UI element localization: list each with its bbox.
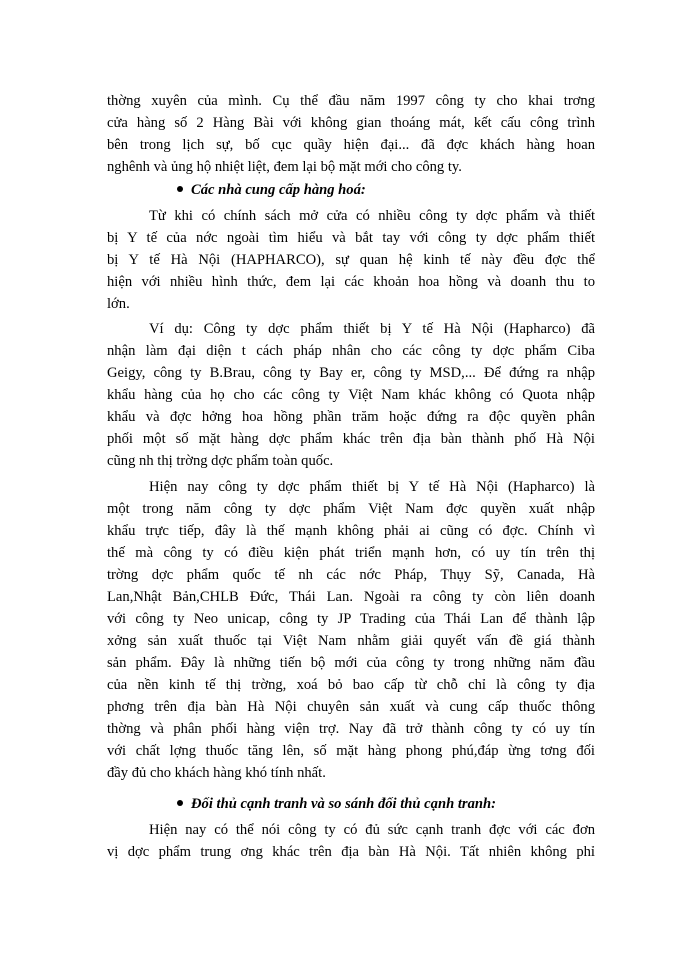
text-line: một trong năm công ty dợc phẩm Việt Nam đợc quyền xuất nhập: [107, 501, 595, 517]
text-line: đầy đủ cho khách hàng khó tính nhất.: [107, 765, 326, 781]
text-line: khẩu trực tiếp, đây là thế mạnh không phải ai cũng có đợc. Chính vì: [107, 523, 595, 539]
text-line: hiện với nhiều hình thức, đem lại các khoản hoa hồng và doanh thu to: [107, 274, 595, 290]
text-line: của nền kinh tế thị trờng, xoá bỏ bao cấp từ chỗ chỉ là công ty địa: [107, 677, 595, 693]
text-line: xởng sản xuất thuốc tại Việt Nam nhằm giải quyết vấn đề giá thành: [107, 633, 595, 649]
text-line: vị dợc phẩm trung ơng khác trên địa bàn Hà Nội. Tất nhiên không phỉ: [107, 844, 595, 860]
text-line: cửa hàng số 2 Hàng Bài với không gian thoáng mát, kết cấu công trình: [107, 115, 595, 131]
text-line: sản phẩm. Đây là những tiến bộ mới của công ty trong những năm đầu: [107, 655, 595, 671]
text-line: thờng xuyên của mình. Cụ thể đầu năm 1997 công ty cho khai trơng: [107, 93, 595, 109]
text-line: phơng trên địa bàn Hà Nội chuyên sản xuất và cung cấp thuốc thông: [107, 699, 595, 715]
text-line: với công ty Neo unicap, công ty JP Trading của Thái Lan để thành lập: [107, 611, 595, 627]
section-heading-text: Các nhà cung cấp hàng hoá:: [191, 182, 366, 198]
section-heading-competitors: [177, 793, 597, 815]
text-line: khẩu hàng của họ cho các công ty Việt Nam khác không có Quota nhập: [107, 387, 595, 403]
text-line: Hiện nay có thể nói công ty có đủ sức cạnh tranh đợc với các đơn: [149, 822, 595, 838]
text-line: cũng nh thị trờng dợc phẩm toàn quốc.: [107, 453, 334, 469]
text-line: bên trong lịch sự, bố cục quầy hiện đại... đã đợc khách hàng hoan: [107, 137, 595, 153]
text-line: nhận làm đại diện t cách pháp nhân cho các công ty dợc phẩm Ciba: [107, 343, 595, 359]
bullet-icon: [177, 800, 183, 806]
text-line: nghênh và ủng hộ nhiệt liệt, đem lại bộ mặt mới cho công ty.: [107, 159, 462, 175]
text-line: Ví dụ: Công ty dợc phẩm thiết bị Y tế Hà Nội (Hapharco) đã: [149, 321, 595, 337]
text-line: bị Y tế Hà Nội (HAPHARCO), sự quan hệ kinh tế này đều đợc thể: [107, 252, 595, 268]
text-line: Lan,Nhật Bản,CHLB Đức, Thái Lan. Ngoài ra công ty còn liên doanh: [107, 589, 595, 605]
text-line: với chất lợng thuốc tăng lên, số mặt hàng phong phú,đáp ừng tơng đối: [107, 743, 595, 759]
section-heading-suppliers: [177, 179, 577, 201]
text-line: khẩu và đợc hởng hoa hồng phần trăm hoặc đứng ra độc quyền phân: [107, 409, 595, 425]
text-line: Hiện nay công ty dợc phẩm thiết bị Y tế Hà Nội (Hapharco) là: [149, 479, 595, 495]
text-line: Geigy, công ty B.Brau, công ty Bay er, công ty MSD,... Để đứng ra nhập: [107, 365, 595, 381]
text-line: thế mà công ty có điều kiện phát triển mạnh hơn, có uy tín trên thị: [107, 545, 595, 561]
text-line: thờng và phân phối hàng viện trợ. Nay đã trở thành công ty có uy tín: [107, 721, 595, 737]
section-heading-text: Đối thủ cạnh tranh và so sánh đối thủ cạnh tranh:: [191, 796, 496, 812]
bullet-icon: [177, 186, 183, 192]
text-line: trờng dợc phẩm quốc tế nh các nớc Pháp, Thụy Sỹ, Canada, Hà: [107, 567, 595, 583]
text-line: lớn.: [107, 296, 130, 312]
text-line: bị Y tế của nớc ngoài tìm hiểu và bắt tay với công ty dợc phẩm thiết: [107, 230, 595, 246]
text-line: phối một số mặt hàng dợc phẩm khác trên địa bàn thành phố Hà Nội: [107, 431, 595, 447]
text-line: Từ khi có chính sách mở cửa có nhiều công ty dợc phẩm và thiết: [149, 208, 595, 224]
